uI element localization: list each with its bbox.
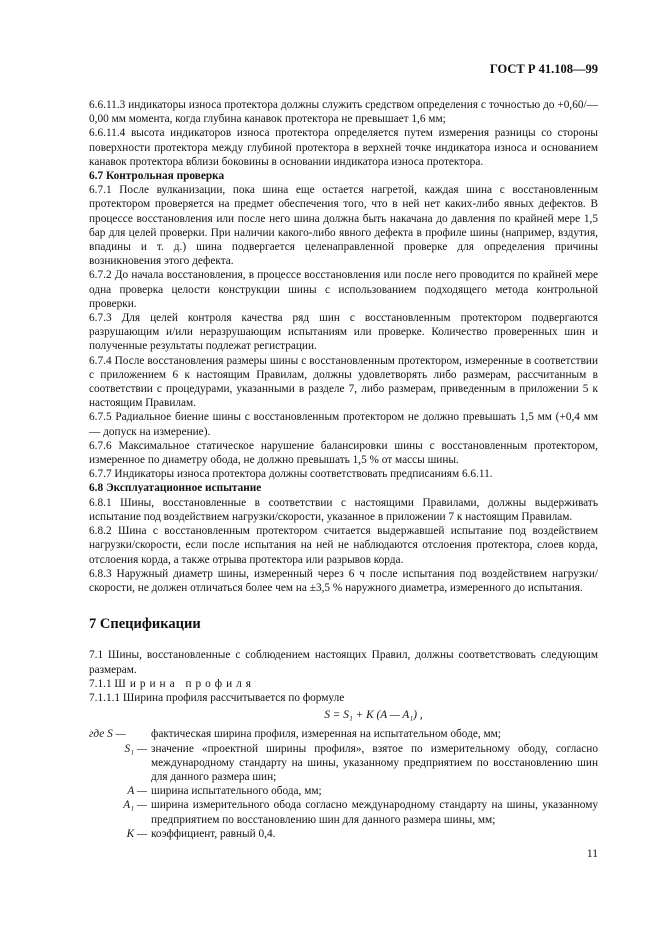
paragraph-7-1-1-1: 7.1.1.1 Ширина профиля рассчитывается по формуле <box>89 691 345 704</box>
document-code: ГОСТ Р 41.108—99 <box>489 62 598 76</box>
definition-item <box>89 742 598 785</box>
definition-symbol: A — <box>127 785 147 798</box>
paragraph-6-7-7: 6.7.7 Индикаторы износа протектора должны соответствовать предписаниям 6.6.11. <box>89 468 493 481</box>
paragraph-6-8-1: 6.8.1 Шины, восстановленные в соответствии с настоящими Правилами, должны выдерживать испытание под воздействием нагрузки/скорости, указанное в приложении 7 к настоящим Правилам. <box>89 496 598 523</box>
definition-text: ширина измерительного обода согласно международному стандарту на шины, указанному предприятием по восстановлению шин для данного размера шины, мм; <box>151 799 598 826</box>
definition-symbol: где S — <box>89 728 126 741</box>
formula-definitions <box>89 727 598 841</box>
paragraph-6-7-4: 6.7.4 После восстановления размеры шины с восстановленным протектором, измеренные в соответствии с приложением 6 к настоящим Правилам, должны удовлетворять либо размерам, рассчитанным в соответствии с процедурами, указанными в разделе 7, либо размерам, приведенным в приложении 5 к настоящим Правилам. <box>89 354 598 410</box>
paragraph-6-6-11-4: 6.6.11.4 высота индикаторов износа протектора определяется путем измерения разницы со стороны поверхности протектора между глубиной протектора в верхней точке индикатора износа и основанием канавок протектора вблизи боковины в основании индикатора износа протектора. <box>89 127 598 168</box>
page-number: 11 <box>586 848 598 860</box>
document-body <box>89 98 598 841</box>
definition-item <box>89 784 598 798</box>
paragraph-6-7-3: 6.7.3 Для целей контроля качества ряд шин с восстановленным протектором подвергаются разрушающим и/или неразрушающим испытаниям или проверке. Количество проверенных шин и полученные результаты подлежат регистрации. <box>89 312 598 353</box>
definition-text: коэффициент, равный 0,4. <box>151 827 276 840</box>
section-title-6-8: 6.8 Эксплуатационное испытание <box>89 482 262 495</box>
paragraph-6-7-5: 6.7.5 Радиальное биение шины с восстановленным протектором не должно превышать 1,5 мм (+0,4 мм — допуск на измерение). <box>89 411 598 438</box>
paragraph-6-8-2: 6.8.2 Шина с восстановленным протектором считается выдержавшей испытание под воздействием нагрузки/скорости, если после испытания на ней не наблюдаются отслоения протектора, слоев корда, отслоения корда, а также отрыва протектора или разрывов корда. <box>89 525 598 566</box>
paragraph-6-7-6: 6.7.6 Максимальное статическое нарушение балансировки шины с восстановленным протектором, измеренное по диаметру обода, не должно превышать 1,5 % от массы шины. <box>89 439 598 467</box>
definition-text: фактическая ширина профиля, измеренная на испытательном ободе, мм; <box>151 728 501 741</box>
definition-item <box>89 827 598 841</box>
definition-symbol: K — <box>126 827 147 840</box>
paragraph-6-7-1: 6.7.1 После вулканизации, пока шина еще остается нагретой, каждая шина с восстановленным протектором проверяется на предмет обеспечения того, что в ней нет каких-либо явных дефектов. В процессе восстановления или после него шина должна быть накачана до давления по крайней мере 1,5 бар для целей проверки. При наличии какого-либо явного дефекта в профиле шины (например, вздутия, впадины и т. д.) шина подвергается целенаправленной проверке для определения причины возникновения этого дефекта. <box>89 184 598 268</box>
paragraph-7-1-1-number: 7.1.1 <box>89 677 112 690</box>
definition-item <box>89 798 598 826</box>
paragraph-7-1-1 <box>89 677 598 691</box>
definition-item <box>89 727 598 741</box>
definition-text: ширина испытательного обода, мм; <box>151 785 322 798</box>
section-title-7: 7 Спецификации <box>89 616 201 633</box>
definition-text: значение «проектной ширины профиля», взятое по измерительному ободу, согласно международному стандарту на шины, указанному предприятием по восстановлению шин для данного размера шин; <box>151 742 598 783</box>
section-title-6-7: 6.7 Контрольная проверка <box>89 170 225 183</box>
definition-symbol: A₁ — <box>123 799 147 812</box>
paragraph-7-1: 7.1 Шины, восстановленные с соблюдением настоящих Правил, должны соответствовать следующим размерам. <box>89 649 598 676</box>
definition-symbol: S₁ — <box>124 742 147 755</box>
paragraph-6-7-2: 6.7.2 До начала восстановления, в процессе восстановления или после него проводится по крайней мере одна проверка целости конструкции шины с использованием подходящего метода контрольной проверки. <box>89 269 598 310</box>
formula-section-width: S = S₁ + K (A — A₁) , <box>324 709 423 722</box>
paragraph-6-8-3: 6.8.3 Наружный диаметр шины, измеренный через 6 ч после испытания под воздействием нагрузки/скорости, не должен отличаться более чем на ±3,5 % наружного диаметра, измеренного до испытания. <box>89 567 598 594</box>
paragraph-6-6-11-3: 6.6.11.3 индикаторы износа протектора должны служить средством определения с точностью до +0,60/—0,00 мм момента, когда глубина канавок протектора не превышает 1,6 мм; <box>89 99 598 126</box>
paragraph-7-1-1-title: Ширина профиля <box>114 677 255 690</box>
